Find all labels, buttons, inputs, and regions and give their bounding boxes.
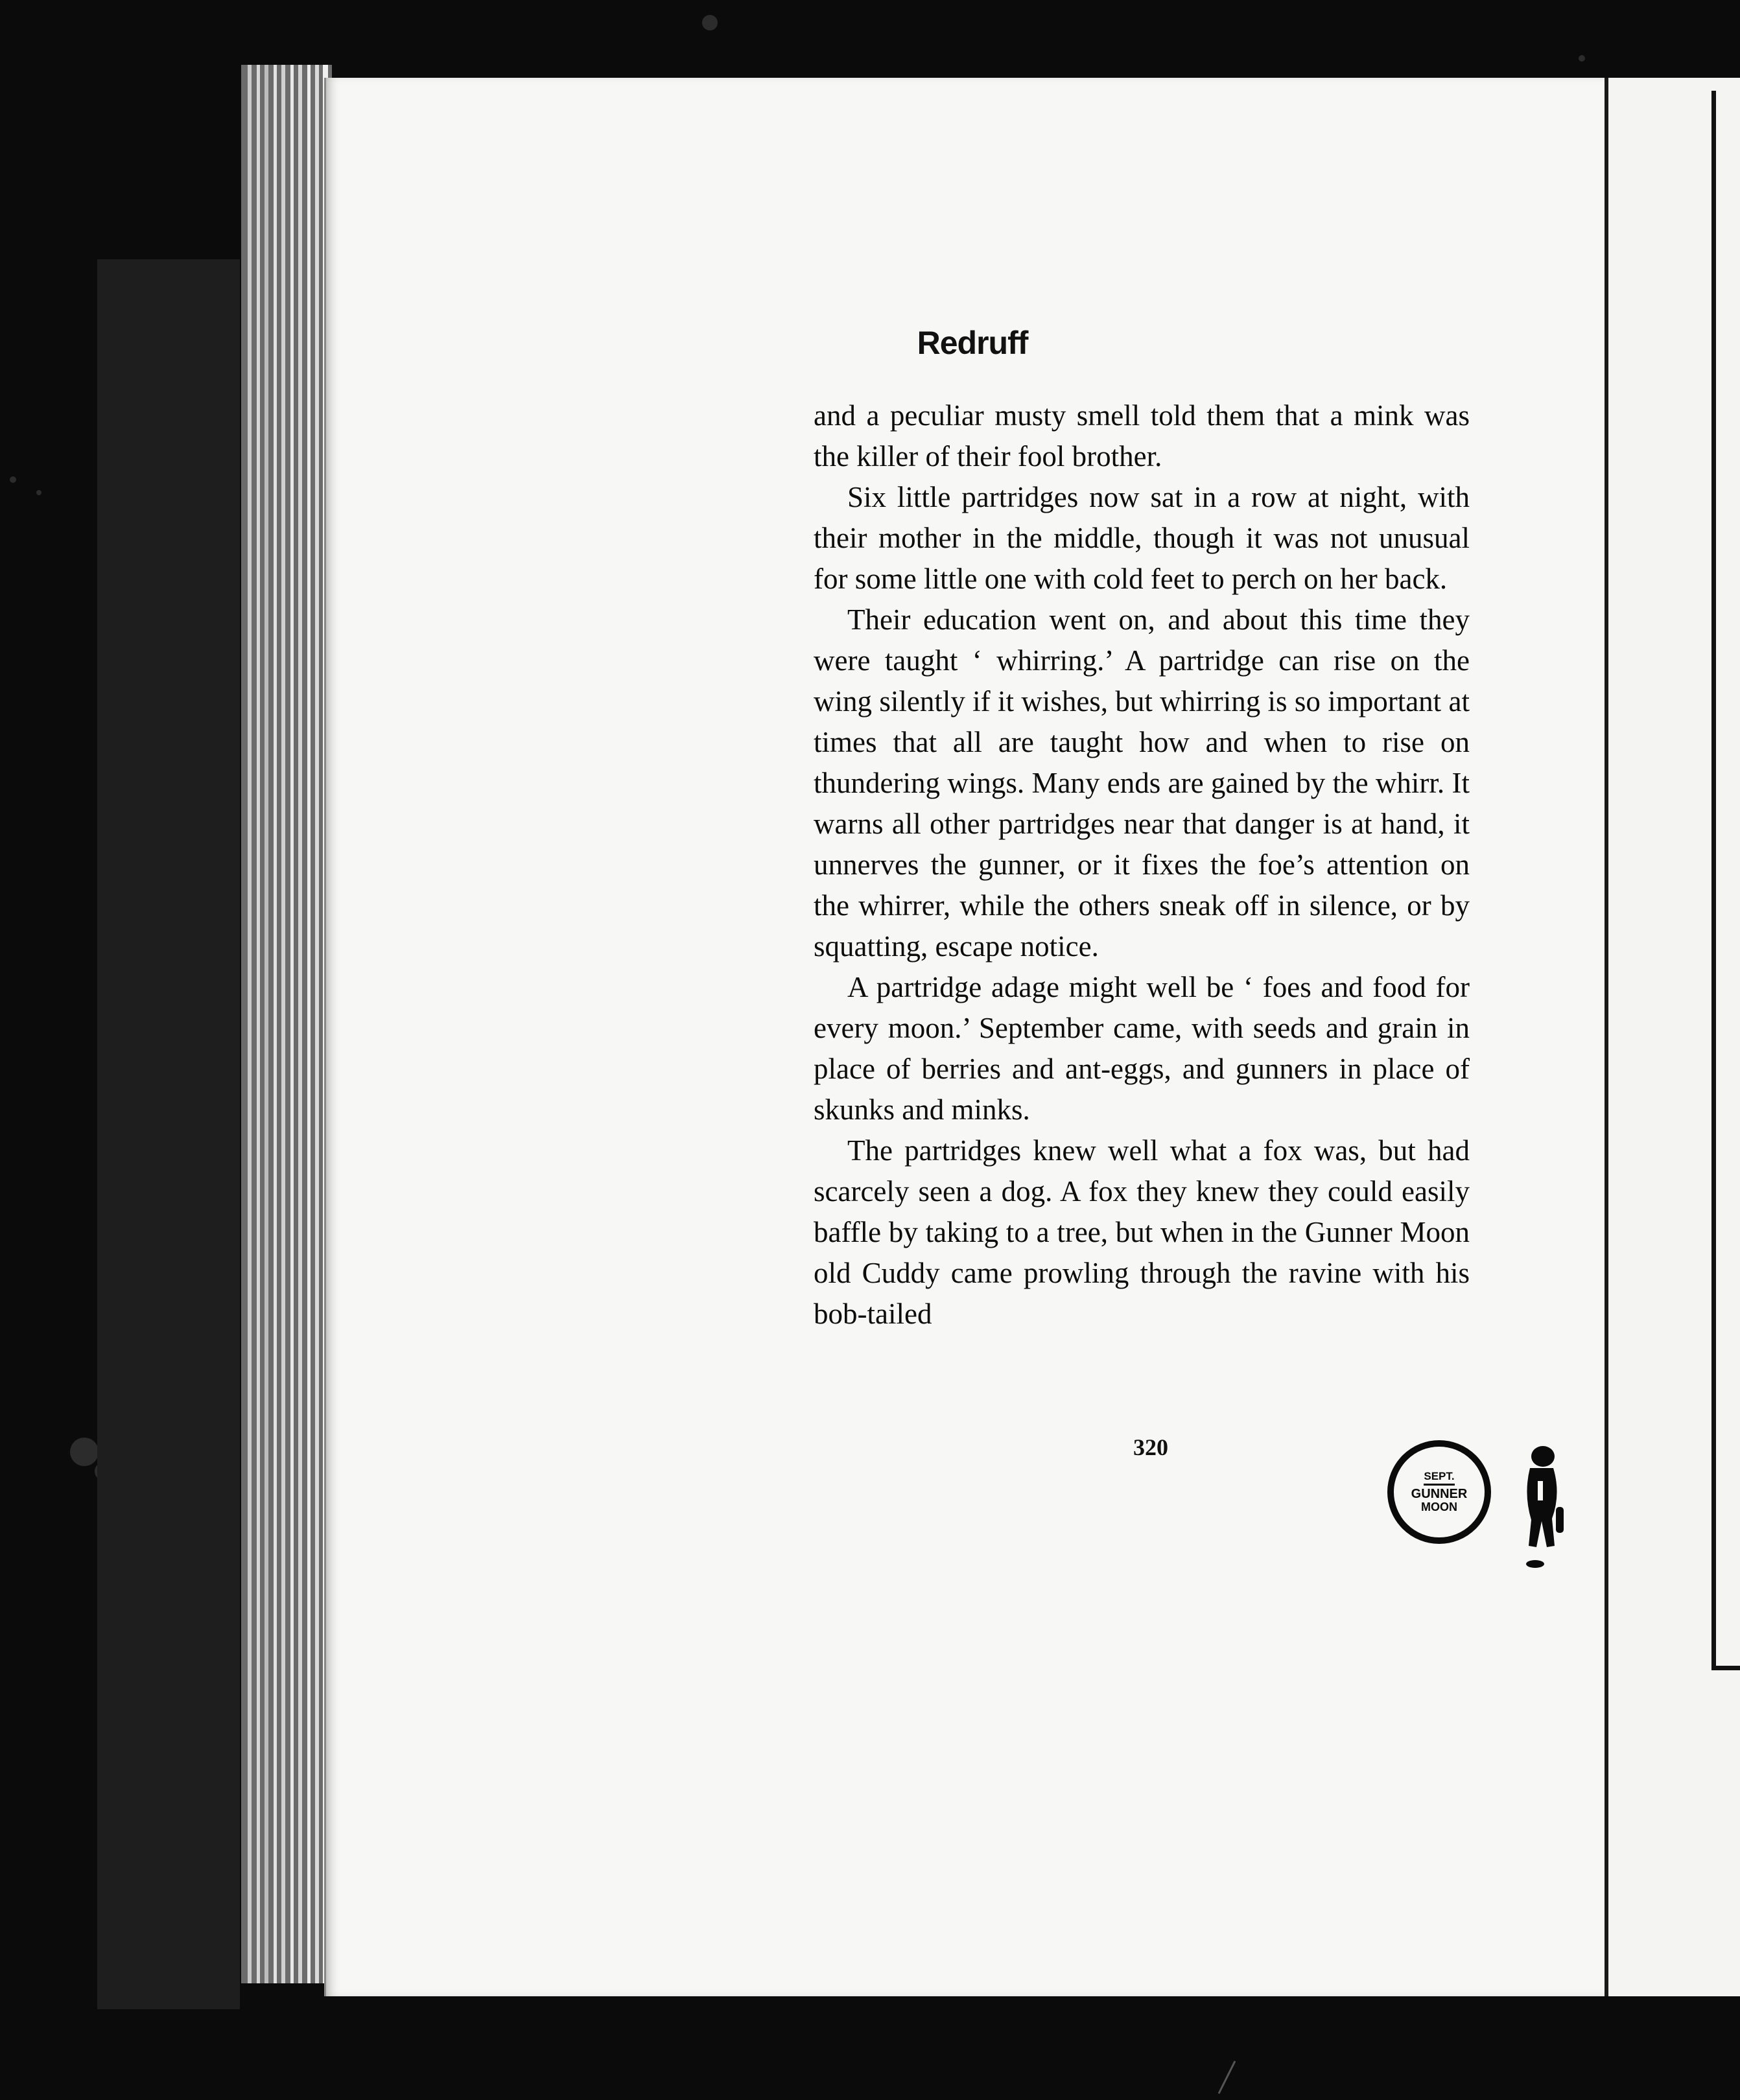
paragraph: and a peculiar musty smell told them that a mink was the killer of their fool brother. [814, 399, 1470, 472]
paragraph: Six little partridges now sat in a row at night, with their mother in the middle, though it was not unusual for some little one with cold feet to perch on her back. [814, 481, 1470, 595]
paragraph: A partridge adage might well be ‘ foes and food for every moon.’ September came, with seeds and grain in place of berries and ant-eggs, and gunners in place of skunks and minks. [814, 971, 1470, 1126]
page-number: 320 [1133, 1434, 1168, 1460]
body-text [814, 395, 1470, 1335]
paragraph: Their education went on, and about this time they were taught ‘ whirring.’ A partridge can rise on the wing silently if it wishes, but whirring is so important at times that all are taught how and when to rise on thundering wings. Many ends are gained by the whirr. It warns all other partridges near that danger is at hand, it unnerves the gunner, or it fixes the foe’s attention on the whirrer, while the others sneak off in silence, or by squatting, escape notice. [814, 603, 1470, 962]
page-stack-edges [241, 65, 332, 1983]
hunter-sketch-icon [1511, 1442, 1582, 1572]
paragraph: The partridges knew well what a fox was, but had scarcely seen a dog. A fox they knew they could easily baffle by taking to a tree, but when in the Gunner Moon old Cuddy came prowling through the ravine with his bob-tailed [814, 1134, 1470, 1330]
running-head: Redruff [917, 325, 1028, 361]
stamp-line-gunner: GUNNER [1411, 1486, 1468, 1501]
stamp-line-month: SEPT. [1424, 1471, 1454, 1486]
facing-page-frame [1711, 91, 1740, 1670]
gunner-moon-stamp [1387, 1440, 1491, 1544]
stamp-line-moon: MOON [1421, 1500, 1457, 1513]
